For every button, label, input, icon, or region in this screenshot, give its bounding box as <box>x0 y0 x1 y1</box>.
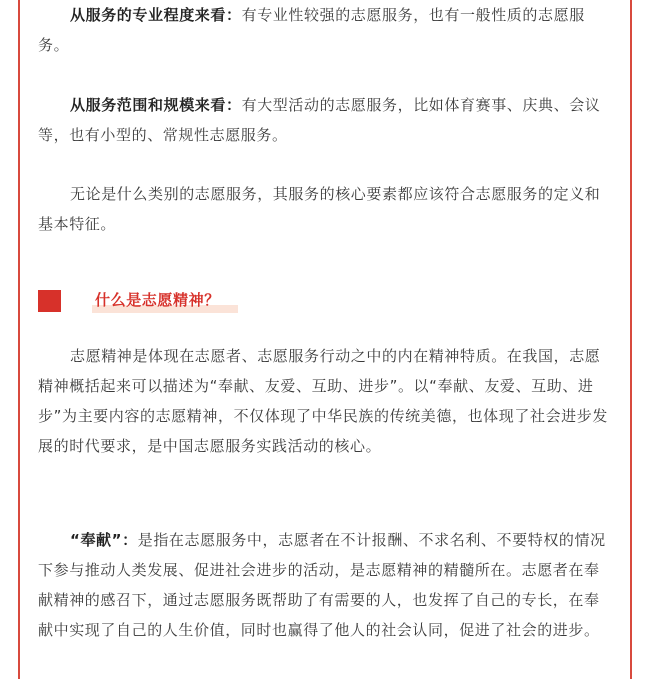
heading-marker-square <box>38 290 61 312</box>
paragraph-dedication <box>38 525 613 645</box>
paragraph-text: 有大型活动的志愿服务，比如体育赛事、庆典、会议等，也有小型的、常规性志愿服务。 <box>38 96 601 144</box>
section-heading <box>38 287 248 315</box>
paragraph-core <box>38 179 613 239</box>
paragraph-lead: 从服务的专业程度来看： <box>70 6 242 24</box>
section-heading-title: 什么是志愿精神？ <box>95 291 220 309</box>
paragraph-lead: “奉献”： <box>70 531 138 549</box>
paragraph-lead: 从服务范围和规模来看： <box>70 96 242 114</box>
paragraph-text: 是指在志愿服务中，志愿者在不计报酬、不求名利、不要特权的情况下参与推动人类发展、促进社会进步的活动，是志愿精神的精髓所在。志愿者在奉献精神的感召下，通过志愿服务既帮助了有需要的人，也发挥了自己的专长，在奉献中实现了自己的人生价值，同时也赢得了他人的社会认同，促进了社会的进步。 <box>38 531 606 639</box>
paragraph-text: 志愿精神是体现在志愿者、志愿服务行动之中的内在精神特质。在我国，志愿精神概括起来可以描述为“奉献、友爱、互助、进步”。以“奉献、友爱、互助、进步”为主要内容的志愿精神，不仅体现了中华民族的传统美德，也体现了社会进步发展的时代要求，是中国志愿服务实践活动的核心。 <box>38 347 608 455</box>
paragraph-scope <box>38 90 613 150</box>
paragraph-spirit <box>38 341 613 461</box>
right-border-line <box>630 0 632 679</box>
left-border-line <box>18 0 20 679</box>
paragraph-text: 无论是什么类别的志愿服务，其服务的核心要素都应该符合志愿服务的定义和基本特征。 <box>38 185 601 233</box>
paragraph-text: 有专业性较强的志愿服务，也有一般性质的志愿服务。 <box>38 6 585 54</box>
paragraph-professional <box>38 0 613 60</box>
